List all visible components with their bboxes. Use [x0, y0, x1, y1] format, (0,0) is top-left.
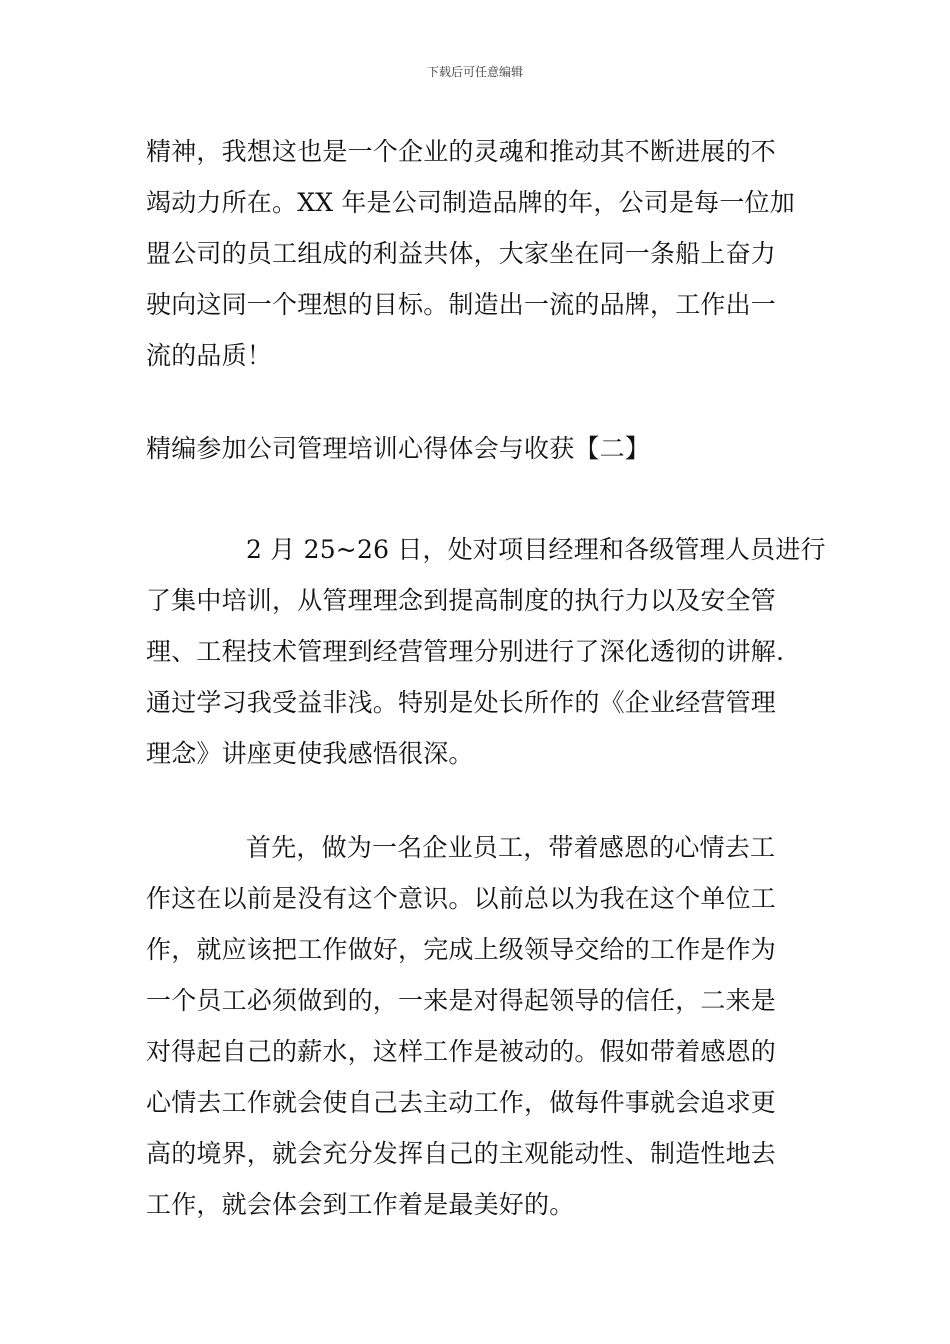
- section-heading: [146, 423, 806, 474]
- text-line: 作，就应该把工作做好，完成上级领导交给的工作是作为: [146, 935, 777, 964]
- text-line: 对得起自己的薪水，这样工作是被动的。假如带着感恩的: [146, 1037, 777, 1066]
- text-line: 高的境界，就会充分发挥自己的主观能动性、制造性地去: [146, 1139, 777, 1168]
- text-line: 竭动力所在。XX 年是公司制造品牌的年，公司是每一位加: [146, 188, 795, 217]
- text-line: 首先，做为一名企业员工，带着感恩的心情去工: [246, 833, 776, 862]
- paragraph-1: [146, 126, 806, 381]
- text-line: 理、工程技术管理到经营管理分别进行了深化透彻的讲解.: [146, 637, 785, 666]
- text-line: 理念》讲座更使我感悟很深。: [146, 739, 474, 768]
- page-header: 下载后可任意编辑: [426, 65, 523, 79]
- section-heading-text: 精编参加公司管理培训心得体会与收获【二】: [146, 434, 651, 463]
- text-line: 通过学习我受益非浅。特别是处长所作的《企业经营管理: [146, 688, 777, 717]
- text-line: 流的品质！: [146, 341, 273, 370]
- text-line: 作这在以前是没有这个意识。以前总以为我在这个单位工: [146, 884, 777, 913]
- text-line: 2 月 25~26 日，处对项目经理和各级管理人员进行: [246, 535, 826, 564]
- text-line: 了集中培训，从管理理念到提高制度的执行力以及安全管: [146, 586, 777, 615]
- text-line: 心情去工作就会使自己去主动工作，做每件事就会追求更: [146, 1088, 777, 1117]
- paragraph-3: [146, 822, 806, 1230]
- paragraph-2: [146, 524, 826, 779]
- text-line: 精神，我想这也是一个企业的灵魂和推动其不断进展的不: [146, 137, 777, 166]
- text-line: 工作，就会体会到工作着是最美好的。: [146, 1190, 575, 1219]
- text-line: 一个员工必须做到的，一来是对得起领导的信任，二来是: [146, 986, 777, 1015]
- text-line: 驶向这同一个理想的目标。制造出一流的品牌，工作出一: [146, 290, 777, 319]
- text-line: 盟公司的员工组成的利益共体，大家坐在同一条船上奋力: [146, 239, 777, 268]
